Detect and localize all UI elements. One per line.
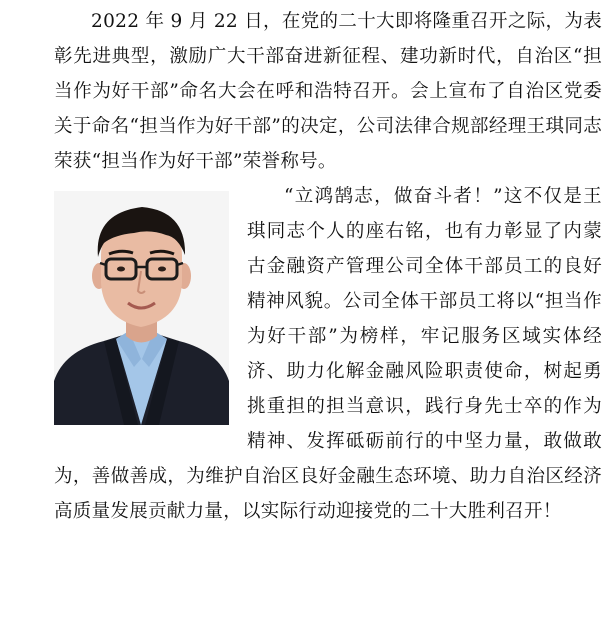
paragraph-intro: 2022 年 9 月 22 日，在党的二十大即将隆重召开之际，为表彰先进典型，激励广大干部奋进新征程、建功新时代，自治区“担当作为好干部”命名大会在呼和浩特召开。会上宣布了自治区党委关于命名“担当作为好干部”的决定，公司法律合规部经理王琪同志荣获“担当作为好干部”荣誉称号。: [54, 11, 602, 172]
portrait-photo: [54, 191, 229, 425]
paragraph-motto: “立鸿鹄志，做奋斗者！”这不仅是王琪同志个人的座右铭，也有力彰显了内蒙古金融资产管理公司全体干部员工的良好精神风貌。公司全体干部员工将以“担当作为好干部”为榜样，牢记服务区域实体经济、助力化解金融风险职责使命，树起勇挑重担的担当意识，践行身先士卒的作为精神、发挥砥砺前行的中坚力量，敢做敢为，善做善成，为维护自治区良好金融生态环境、助力自治区经济高质量发展贡献力量，以实际行动迎接党的二十大胜利召开！: [54, 186, 602, 522]
portrait-illustration: [54, 191, 229, 425]
article-body: [54, 4, 602, 529]
